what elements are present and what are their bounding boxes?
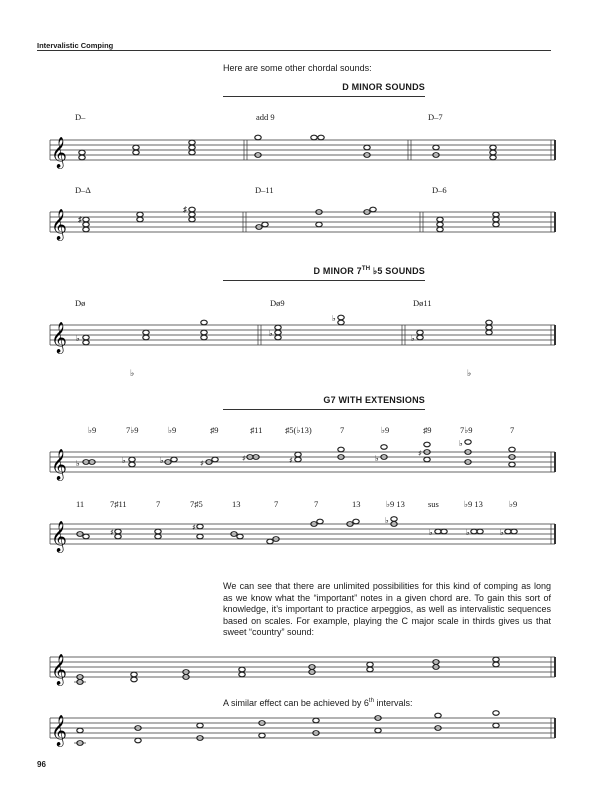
- notes: [77, 517, 517, 544]
- staff-lines: [50, 212, 555, 232]
- chord-label: D–Δ: [75, 185, 91, 195]
- notes: [83, 440, 515, 467]
- flat-icon: ♭: [160, 456, 164, 465]
- chord-label: 13: [352, 499, 361, 509]
- chord-label: 7: [156, 499, 161, 509]
- treble-clef-icon: 𝄞: [51, 521, 67, 552]
- sharp-icon: ♯: [78, 215, 82, 224]
- body-paragraph: We can see that there are unlimited possibilities for this kind of comping as long as we know what the “important” notes in a given chord are. To gain this sort of knowledge, it’s important to practice arpeggios, as well as intervalistic sequences based on scales. For example, playing the C major scale in thirds gives us that sweet “country” sound:: [223, 581, 551, 638]
- flat-icon: ♭: [411, 334, 415, 343]
- chord-label: ♯9: [210, 425, 219, 435]
- chord-label: D–: [75, 112, 86, 122]
- chord-label: ♭9: [88, 425, 97, 435]
- notes: [83, 207, 499, 232]
- chord-label: ♯11: [250, 425, 263, 435]
- chord-label: ♭9: [168, 425, 177, 435]
- section-heading-d-minor: D MINOR SOUNDS: [223, 82, 425, 97]
- chord-labels: [76, 499, 517, 509]
- staff-row-5: [0, 494, 598, 554]
- staff-lines: [50, 718, 555, 738]
- chord-label: D–11: [255, 185, 274, 195]
- staff-row-4: [0, 420, 598, 480]
- sharp-icon: ♯: [110, 528, 114, 537]
- flat-icon: ♭: [466, 528, 470, 537]
- chord-label: ♯5(♭13): [285, 425, 312, 435]
- chord-label: ♭9: [509, 499, 518, 509]
- sharp-icon: ♯: [192, 523, 196, 532]
- chord-label: 7: [340, 425, 345, 435]
- staff-thirds: [0, 644, 598, 694]
- staff-row-2: [0, 185, 598, 245]
- stray-flat: ♭: [130, 368, 135, 378]
- running-head: Intervalistic Comping: [37, 41, 114, 50]
- sharp-icon: ♯: [200, 459, 204, 468]
- chord-label: ♭9 13: [386, 499, 405, 509]
- chord-label: Dø11: [413, 298, 432, 308]
- staff-lines: [50, 325, 555, 345]
- flat-icon: ♭: [332, 314, 336, 323]
- flat-icon: ♭: [500, 528, 504, 537]
- chord-label: 7♯11: [110, 499, 127, 509]
- chord-label: 13: [232, 499, 241, 509]
- chord-label: 7: [510, 425, 515, 435]
- flat-icon: ♭: [385, 516, 389, 525]
- intro-text: Here are some other chordal sounds:: [223, 63, 372, 73]
- flat-icon: ♭: [375, 454, 379, 463]
- treble-clef-icon: 𝄞: [51, 449, 67, 480]
- chord-label: 7♯5: [190, 499, 203, 509]
- notes: [74, 657, 499, 684]
- flat-icon: ♭: [269, 329, 273, 338]
- chord-label: 7: [314, 499, 319, 509]
- chord-label: ♯9: [423, 425, 432, 435]
- chord-label: sus: [428, 499, 439, 509]
- sharp-icon: ♯: [289, 456, 293, 465]
- staff-sixths: [0, 706, 598, 756]
- notes: [79, 135, 496, 160]
- chord-labels: [88, 425, 514, 435]
- chord-label: add 9: [256, 112, 275, 122]
- flat-icon: ♭: [76, 459, 80, 468]
- section-heading-d-minor-7b5: D MINOR 7TH ♭5 SOUNDS: [223, 266, 425, 281]
- sharp-icon: ♯: [418, 449, 422, 458]
- chord-label: 7: [274, 499, 279, 509]
- chord-label: 7♭9: [460, 425, 473, 435]
- chord-label: D–6: [432, 185, 447, 195]
- page-number: 96: [37, 760, 46, 769]
- sharp-icon: ♯: [242, 454, 246, 463]
- chord-label: 7♭9: [126, 425, 139, 435]
- treble-clef-icon: 𝄞: [51, 715, 67, 746]
- section-heading-g7-extensions: G7 WITH EXTENSIONS: [223, 395, 425, 410]
- treble-clef-icon: 𝄞: [51, 137, 67, 168]
- flat-icon: ♭: [459, 439, 463, 448]
- treble-clef-icon: 𝄞: [51, 209, 67, 240]
- chord-label: D–7: [428, 112, 443, 122]
- chord-label: ♭9: [381, 425, 390, 435]
- staff-row-1: [0, 110, 598, 170]
- flat-icon: ♭: [76, 334, 80, 343]
- header-rule: [37, 50, 551, 51]
- chord-label: Dø9: [270, 298, 285, 308]
- sixths-text: A similar effect can be achieved by 6th intervals:: [223, 698, 413, 708]
- staff-lines: [50, 657, 555, 677]
- staff-lines: [50, 140, 555, 160]
- stray-flat: ♭: [467, 368, 472, 378]
- chord-label: ♭9 13: [464, 499, 483, 509]
- flat-icon: ♭: [429, 528, 433, 537]
- sharp-icon: ♯: [183, 205, 187, 214]
- chord-label: 11: [76, 499, 85, 509]
- staff-row-3: [0, 298, 598, 358]
- flat-icon: ♭: [122, 456, 126, 465]
- chord-label: Dø: [75, 298, 86, 308]
- treble-clef-icon: 𝄞: [51, 654, 67, 685]
- treble-clef-icon: 𝄞: [51, 322, 67, 353]
